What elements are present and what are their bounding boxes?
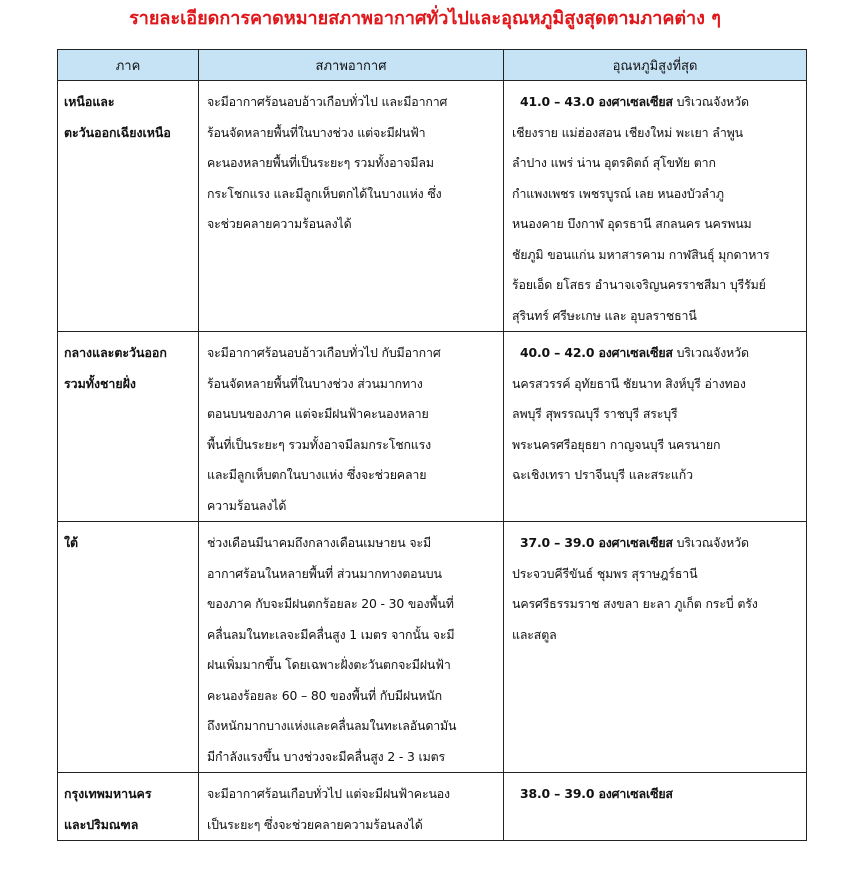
weather-text: จะมีอากาศร้อนอบอ้าวเกือบทั่วไป กับมีอากาศ (207, 345, 441, 360)
weather-cell (199, 332, 504, 522)
weather-text: คลื่นลมในทะเลจะมีคลื่นสูง 1 เมตร จากนั้น จะมี (207, 626, 455, 642)
weather-text: เป็นระยะๆ ซึ่งจะช่วยคลายความร้อนลงได้ (207, 816, 423, 832)
weather-text: จะมีอากาศร้อนเกือบทั่วไป แต่จะมีฝนฟ้าคะนอง (207, 786, 450, 801)
weather-cell (199, 81, 504, 332)
temp-text: หนองคาย บึงกาฬ อุดรธานี สกลนคร นครพนม (512, 216, 752, 231)
region-cell (58, 332, 199, 522)
weather-text: ร้อนจัดหลายพื้นที่ในบางช่วง แต่จะมีฝนฟ้า (207, 124, 426, 140)
region-name: เหนือและ (64, 94, 115, 109)
weather-text: ร้อนจัดหลายพื้นที่ในบางช่วง ส่วนมากทาง (207, 375, 423, 391)
temp-text: ร้อยเอ็ด ยโสธร อำนาจเจริญนครราชสีมา บุรีรัมย์ (512, 277, 766, 292)
temp-range: 41.0 – 43.0 องศาเซลเซียส (520, 94, 673, 109)
weather-text: จะช่วยคลายความร้อนลงได้ (207, 216, 352, 231)
region-cell (58, 773, 199, 841)
weather-text: จะมีอากาศร้อนอบอ้าวเกือบทั่วไป และมีอากาศ (207, 94, 448, 109)
table-header-row (58, 50, 807, 81)
region-name: กรุงเทพมหานคร (64, 786, 152, 801)
weather-text: มีกำลังแรงขึ้น บางช่วงจะมีคลื่นสูง 2 - 3 เมตร (207, 748, 446, 764)
weather-text: คะนองร้อยละ 60 – 80 ของพื้นที่ กับมีฝนหนัก (207, 687, 443, 703)
max-temp-cell (504, 81, 807, 332)
max-temp-cell (504, 522, 807, 773)
region-cell (58, 81, 199, 332)
table-row (58, 773, 807, 841)
max-temp-cell (504, 332, 807, 522)
header-max-temp: อุณหภูมิสูงที่สุด (504, 50, 807, 81)
weather-text: ตอนบนของภาค แต่จะมีฝนฟ้าคะนองหลาย (207, 406, 429, 421)
temp-text: ฉะเชิงเทรา ปราจีนบุรี และสระแก้ว (512, 467, 693, 482)
temp-text: ลำปาง แพร่ น่าน อุตรดิตถ์ สุโขทัย ตาก (512, 155, 716, 170)
temp-text: บริเวณจังหวัด (672, 94, 749, 109)
temp-text: บริเวณจังหวัด (672, 345, 749, 360)
temp-text: พระนครศรีอยุธยา กาญจนบุรี นครนายก (512, 436, 721, 452)
weather-text: อากาศร้อนในหลายพื้นที่ ส่วนมากทางตอนบน (207, 565, 442, 581)
header-region: ภาค (58, 50, 199, 81)
region-name: ใต้ (64, 535, 79, 550)
temp-text: นครสวรรค์ อุทัยธานี ชัยนาท สิงห์บุรี อ่างทอง (512, 375, 746, 391)
weather-text: ช่วงเดือนมีนาคมถึงกลางเดือนเมษายน จะมี (207, 535, 431, 550)
weather-cell (199, 773, 504, 841)
table-row (58, 81, 807, 332)
weather-text: ความร้อนลงได้ (207, 497, 287, 513)
weather-text: และมีลูกเห็บตกในบางแห่ง ซึ่งจะช่วยคลาย (207, 467, 427, 482)
region-name: และปริมณฑล (64, 816, 139, 832)
page-title: รายละเอียดการคาดหมายสภาพอากาศทั่วไปและอุณหภูมิสูงสุดตามภาคต่าง ๆ (129, 8, 721, 29)
weather-text: พื้นที่เป็นระยะๆ รวมทั้งอาจมีลมกระโชกแรง (207, 436, 432, 452)
region-name: รวมทั้งชายฝั่ง (64, 375, 136, 391)
header-weather: สภาพอากาศ (199, 50, 504, 81)
weather-text: คะนองหลายพื้นที่เป็นระยะๆ รวมทั้งอาจมีลม (207, 155, 434, 170)
temp-range: 40.0 – 42.0 องศาเซลเซียส (520, 345, 673, 360)
temp-text: ชัยภูมิ ขอนแก่น มหาสารคาม กาฬสินธุ์ มุกดาหาร (512, 246, 770, 262)
temp-text: สุรินทร์ ศรีษะเกษ และ อุบลราชธานี (512, 307, 697, 323)
temp-text: ลพบุรี สุพรรณบุรี ราชบุรี สระบุรี (512, 406, 678, 421)
table-row (58, 332, 807, 522)
temp-text: ประจวบคีรีขันธ์ ชุมพร สุราษฎร์ธานี (512, 565, 698, 581)
weather-text: กระโชกแรง และมีลูกเห็บตกได้ในบางแห่ง ซึ่ง (207, 185, 442, 201)
temp-text: เชียงราย แม่ฮ่องสอน เชียงใหม่ พะเยา ลำพูน (512, 124, 743, 140)
region-name: ตะวันออกเฉียงเหนือ (64, 124, 171, 140)
table-row (58, 522, 807, 773)
temp-range: 38.0 – 39.0 องศาเซลเซียส (520, 786, 673, 801)
temp-text: บริเวณจังหวัด (672, 535, 749, 550)
temp-text: กำแพงเพชร เพชรบูรณ์ เลย หนองบัวลำภู (512, 185, 724, 201)
weather-cell (199, 522, 504, 773)
temp-text: และสตูล (512, 626, 557, 642)
region-cell (58, 522, 199, 773)
region-name: กลางและตะวันออก (64, 345, 167, 360)
weather-text: ฝนเพิ่มมากขึ้น โดยเฉพาะฝั่งตะวันตกจะมีฝนฟ้า (207, 657, 451, 672)
weather-text: ของภาค กับจะมีฝนตกร้อยละ 20 - 30 ของพื้นที่ (207, 596, 454, 611)
forecast-table (57, 49, 807, 841)
max-temp-cell (504, 773, 807, 841)
temp-text: นครศรีธรรมราช สงขลา ยะลา ภูเก็ต กระบี่ ตรัง (512, 596, 758, 611)
weather-text: ถึงหนักมากบางแห่งและคลื่นลมในทะเลอันดามัน (207, 718, 457, 733)
temp-range: 37.0 – 39.0 องศาเซลเซียส (520, 535, 673, 550)
